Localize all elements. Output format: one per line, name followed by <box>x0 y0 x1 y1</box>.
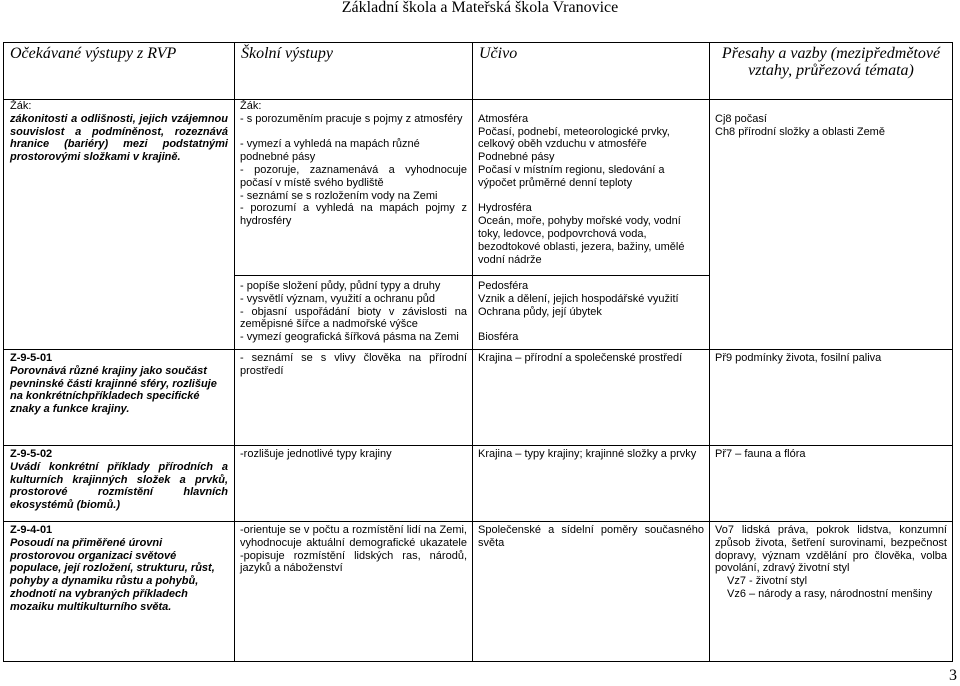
rvp-cell <box>4 522 235 662</box>
table-row <box>4 100 953 276</box>
curriculum-cell <box>473 522 710 662</box>
header-rvp-outcomes: Očekávané výstupy z RVP <box>4 43 235 100</box>
rvp-outcome-text: Posoudí na přiměřené úrovni prostorovou organizaci světové populace, její rozložení, strukturu, růst, pohyby a dynamiku růstu a pohybů, zhodnotí na vybraných příkladech mozaiku multikulturního světa. <box>10 536 215 613</box>
outcome-code: Z-9-4-01 <box>10 524 53 536</box>
list-item: Cj8 počasí <box>715 112 767 125</box>
list-item: Atmosféra <box>478 112 529 125</box>
list-item: - s porozuměním pracuje s pojmy z atmosféry <box>240 112 463 125</box>
header-curriculum: Učivo <box>473 43 710 100</box>
school-name: Základní škola a Mateřská škola Vranovice <box>341 0 619 16</box>
list-item: Vznik a dělení, jejich hospodářské využití <box>478 292 679 305</box>
page-number: 3 <box>949 667 957 684</box>
list-item: - porozumí a vyhledá na mapách pojmy z hydrosféry <box>240 202 467 228</box>
list-item: Počasí, podnebí, meteorologické prvky, celkový oběh vzduchu v atmosféře <box>478 125 670 151</box>
list-item: Počasí v místním regionu, sledování a výpočet průměrné denní teploty <box>478 163 665 189</box>
list-item: Vz6 – národy a rasy, národnostní menšiny <box>727 587 933 600</box>
rvp-cell <box>4 446 235 522</box>
header-cross-curricular: Přesahy a vazby (mezipředmětové vztahy, průřezová témata) <box>710 43 953 100</box>
school-outcomes-cell <box>235 522 473 662</box>
rvp-outcome-text: zákonitosti a odlišnosti, jejich vzájemnou souvislost a podmíněnost, rozeznává hranice (bariéry) mezi podstatnými prostorovými složkami v krajině. <box>10 112 228 164</box>
table-row <box>4 446 953 522</box>
list-item: Ochrana půdy, její úbytek <box>478 305 602 318</box>
rvp-cell <box>4 100 235 350</box>
list-item: - pozoruje, zaznamenává a vyhodnocuje počasí v místě svého bydliště <box>240 163 467 189</box>
list-item: Hydrosféra <box>478 202 532 215</box>
school-outcomes-cell <box>235 276 473 350</box>
list-item: - objasní uspořádání bioty v závislosti na zeměpisné šířce a nadmořské výšce <box>240 305 467 331</box>
rvp-outcome-text: Porovnává různé krajiny jako součást pevninské části krajinné sféry, rozlišuje na konkrétníchpříkladech specifické znaky a funkce krajiny. <box>10 364 217 416</box>
list-item: Oceán, moře, pohyby mořské vody, vodní toky, ledovce, podpovrchová voda, bezodtokové oblasti, jezera, bažiny, umělé vodní nádrže <box>478 215 685 266</box>
list-item: Př7 – fauna a flóra <box>715 448 806 460</box>
outcome-code: Z-9-5-02 <box>10 448 53 460</box>
list-item: Ch8 přírodní složky a oblasti Země <box>715 125 885 138</box>
school-outcomes-cell <box>235 350 473 446</box>
curriculum-cell <box>473 276 710 350</box>
curriculum-cell <box>473 100 710 276</box>
school-outcomes-cell <box>235 100 473 276</box>
cross-curricular-cell <box>710 350 953 446</box>
curriculum-cell <box>473 446 710 522</box>
cross-curricular-cell <box>710 100 953 350</box>
rvp-outcome-text: Uvádí konkrétní příklady přírodních a kulturních krajinných složek a prvků, prostorové rozmístění hlavních ekosystémů (biomů.) <box>10 460 228 512</box>
table-row <box>4 522 953 662</box>
outcome-code: Z-9-5-01 <box>10 352 53 364</box>
rvp-cell <box>4 350 235 446</box>
list-item: - seznámí se s rozložením vody na Zemi <box>240 189 438 202</box>
list-item: - vymezí a vyhledá na mapách různé podnebné pásy <box>240 138 420 164</box>
list-item: Podnebné pásy <box>478 151 555 164</box>
curriculum-cell <box>473 350 710 446</box>
list-item: - vysvětlí význam, využití a ochranu půd <box>240 292 436 305</box>
list-item: Vz7 - životní styl <box>727 575 808 588</box>
cross-curricular-cell <box>710 446 953 522</box>
list-item: Krajina – přírodní a společenské prostředí <box>478 352 683 364</box>
table-row <box>4 350 953 446</box>
list-item: Biosféra <box>478 331 519 344</box>
list-item: - seznámí se s vlivy člověka na přírodní prostředí <box>240 352 467 377</box>
list-item: Vo7 lidská práva, pokrok lidstva, konzumní způsob života, šetření surovinami, bezpečnost dopravy, význam vzdělání pro člověka, volba povolání, zdravý životní styl <box>715 524 947 575</box>
list-item: -orientuje se v počtu a rozmístění lidí na Zemi, vyhodnocuje aktuální demografické ukazatele -popisuje rozmístění lidských ras, národů, jazyků a náboženství <box>240 524 467 575</box>
school-outcomes-cell <box>235 446 473 522</box>
curriculum-table <box>3 42 953 662</box>
list-item: Krajina – typy krajiny; krajinné složky a prvky <box>478 448 697 460</box>
list-item: Společenské a sídelní poměry současného světa <box>478 524 704 549</box>
cross-curricular-cell <box>710 522 953 662</box>
header-school-outcomes: Školní výstupy <box>235 43 473 100</box>
list-item: Př9 podmínky života, fosilní paliva <box>715 352 882 364</box>
pupil-label: Žák: <box>10 100 32 112</box>
list-item: - vymezí geografická šířková pásma na Zemi <box>240 331 459 344</box>
list-item: - popíše složení půdy, půdní typy a druhy <box>240 280 441 292</box>
list-item: Pedosféra <box>478 280 529 292</box>
list-item: -rozlišuje jednotlivé typy krajiny <box>240 448 392 460</box>
pupil-label: Žák: <box>240 100 262 112</box>
header-row <box>4 43 953 100</box>
